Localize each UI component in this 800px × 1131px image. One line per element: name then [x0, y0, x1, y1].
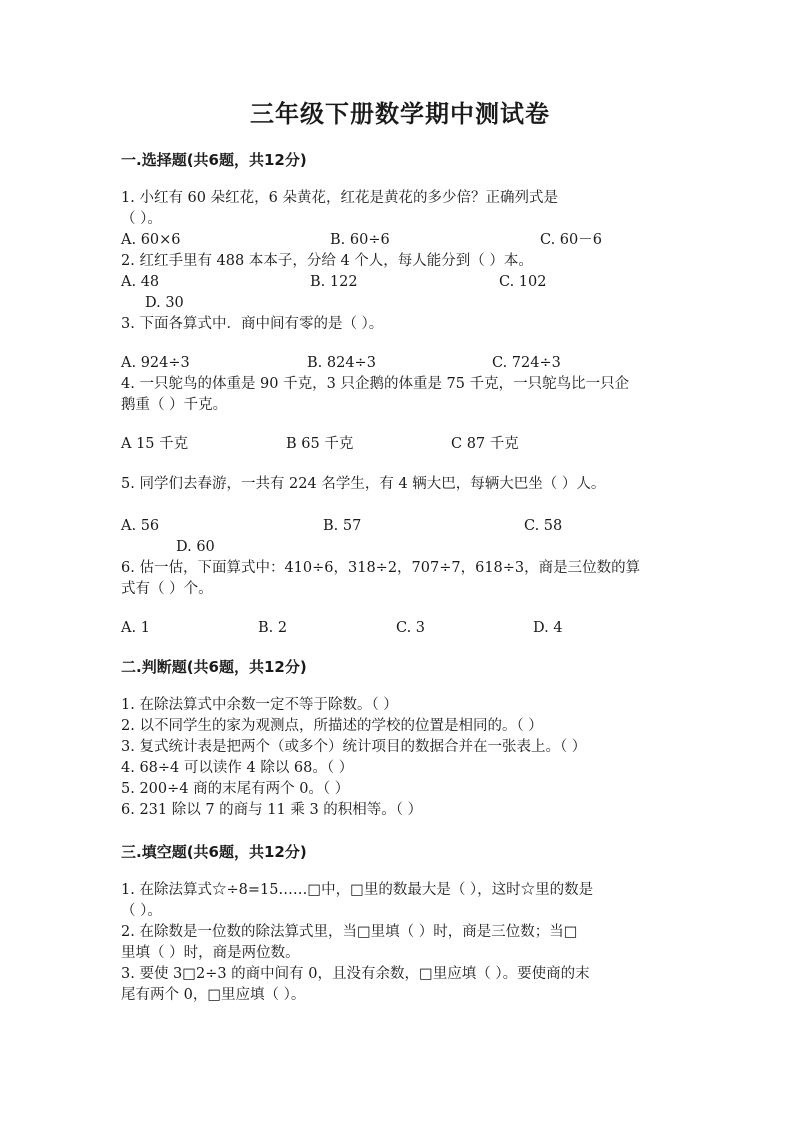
section-heading-judgement: 二.判断题(共6题，共12分): [121, 658, 307, 676]
option-c: C. 724÷3: [492, 355, 561, 371]
option-a: A. 924÷3: [121, 355, 190, 371]
fill-blank-line: （ ）。: [121, 903, 162, 919]
statement-item: 2. 以不同学生的家为观测点，所描述的学校的位置是相同的。（ ）: [121, 718, 543, 734]
fill-blank-line: 2. 在除数是一位数的除法算式里，当□里填（ ）时，商是三位数；当□: [121, 924, 578, 940]
option-a: A. 1: [121, 620, 150, 636]
statement-item: 1. 在除法算式中余数一定不等于除数。（ ）: [121, 697, 398, 713]
question-text: 5. 同学们去春游，一共有 224 名学生，有 4 辆大巴，每辆大巴坐（ ）人。: [121, 476, 606, 492]
statement-item: 4. 68÷4 可以读作 4 除以 68。（ ）: [121, 760, 354, 776]
fill-blank-line: 尾有两个 0，□里应填（ ）。: [121, 987, 306, 1003]
question-text: 4. 一只鸵鸟的体重是 90 千克，3 只企鹅的体重是 75 千克，一只鸵鸟比一只企: [121, 376, 630, 392]
option-b: B. 2: [258, 620, 288, 636]
option-a: A 15 千克: [121, 436, 189, 452]
option-c: C. 58: [524, 518, 563, 534]
fill-blank-line: 1. 在除法算式☆÷8=15……□中，□里的数最大是（ ），这时☆里的数是: [121, 882, 594, 898]
option-b: B. 60÷6: [330, 232, 390, 248]
option-b: B. 122: [310, 274, 358, 290]
question-text: 式有（ ）个。: [121, 581, 213, 597]
option-b: B 65 千克: [286, 436, 354, 452]
option-c: C 87 千克: [451, 436, 519, 452]
fill-blank-line: 3. 要使 3□2÷3 的商中间有 0，且没有余数，□里应填（ ）。要使商的末: [121, 966, 590, 982]
section-heading-fill-blank: 三.填空题(共6题，共12分): [121, 843, 307, 861]
page-title: 三年级下册数学期中测试卷: [250, 99, 550, 128]
option-c: C. 102: [499, 274, 547, 290]
fill-blank-line: 里填（ ）时，商是两位数。: [121, 945, 300, 961]
option-b: B. 57: [323, 518, 362, 534]
statement-item: 6. 231 除以 7 的商与 11 乘 3 的积相等。（ ）: [121, 802, 423, 818]
question-text: （ ）。: [121, 211, 162, 227]
question-text: 鹅重（ ）千克。: [121, 397, 228, 413]
option-d: D. 60: [176, 539, 215, 555]
question-text: 3. 下面各算式中．商中间有零的是（ ）。: [121, 316, 384, 332]
question-text: 1. 小红有 60 朵红花，6 朵黄花，红花是黄花的多少倍？正确列式是: [121, 190, 558, 206]
option-a: A. 60×6: [121, 232, 181, 248]
option-a: A. 48: [121, 274, 160, 290]
question-text: 2. 红红手里有 488 本本子，分给 4 个人，每人能分到（ ）本。: [121, 253, 533, 269]
option-d: D. 30: [145, 295, 184, 311]
statement-item: 3. 复式统计表是把两个（或多个）统计项目的数据合并在一张表上。（ ）: [121, 739, 587, 755]
option-d: D. 4: [533, 620, 563, 636]
statement-item: 5. 200÷4 商的末尾有两个 0。（ ）: [121, 781, 350, 797]
option-a: A. 56: [121, 518, 160, 534]
question-text: 6. 估一估，下面算式中：410÷6，318÷2，707÷7，618÷3，商是三位数的算: [121, 560, 641, 576]
option-c: C. 60－6: [540, 232, 602, 248]
option-b: B. 824÷3: [307, 355, 376, 371]
section-heading-choice: 一.选择题(共6题，共12分): [121, 151, 307, 169]
option-c: C. 3: [396, 620, 426, 636]
